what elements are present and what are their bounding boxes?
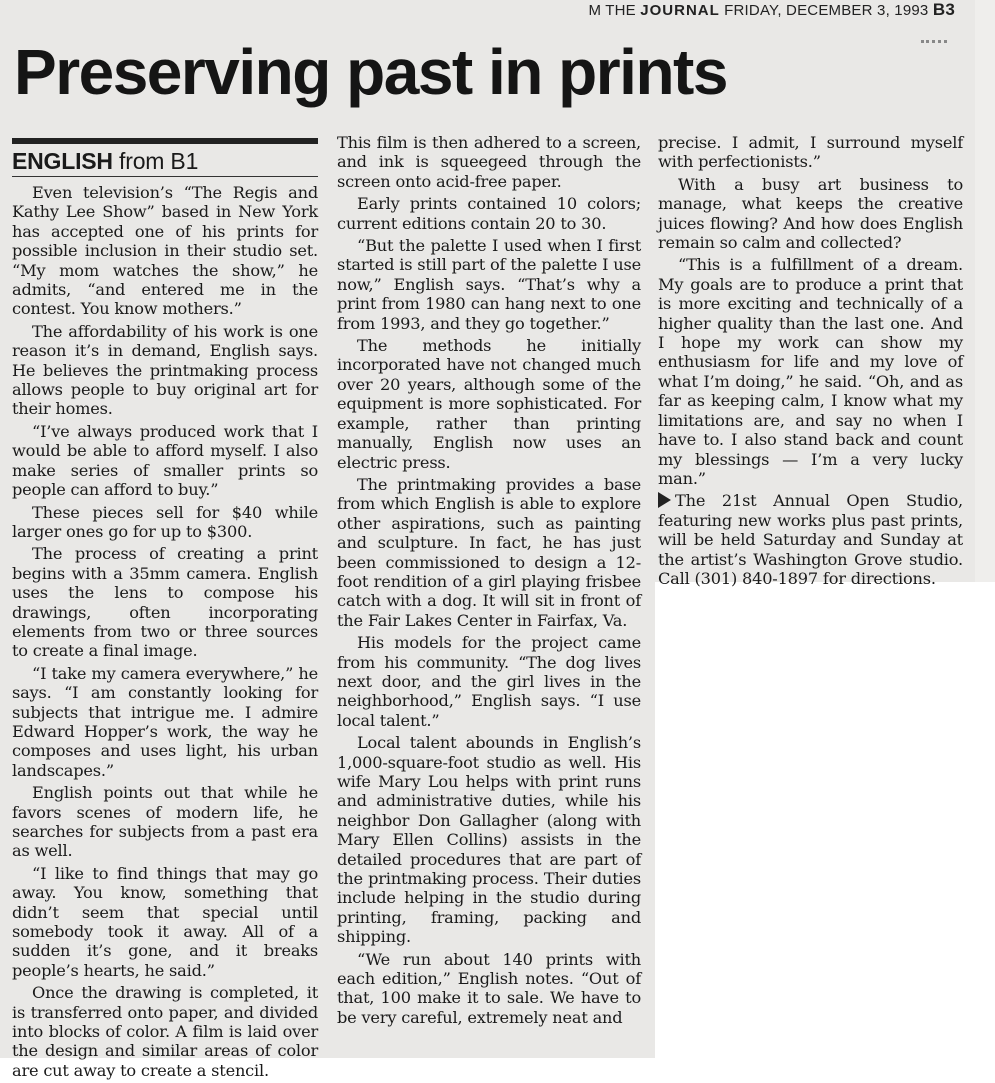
page-folio xyxy=(588,0,955,20)
folio-page: B3 xyxy=(932,0,955,19)
headline: Preserving past in prints xyxy=(14,36,727,108)
event-note xyxy=(658,491,963,588)
printer-mark xyxy=(921,30,947,43)
folio-date: FRIDAY, DECEMBER 3, 1993 xyxy=(724,2,929,19)
paragraph: With a busy art business to manage, what keeps the creative juices flowing? And how does English remain so calm and collected? xyxy=(658,174,963,253)
paragraph: “This is a fulfillment of a dream. My goals are to produce a print that is more exciting and technically of a higher quality than the last one. And I hope my work can show my enthusiasm for life and my love of what I’m doing,” he said. “Oh, and as far as keeping calm, I know what my limitations are, and say no when I have to. I also stand back and count my blessings — I’m a very lucky man.” xyxy=(658,255,963,488)
paragraph: “I’ve always produced work that I would be able to afford myself. I also make series of smaller prints so people can afford to buy.” xyxy=(12,421,318,500)
folio-journal: JOURNAL xyxy=(640,2,720,19)
paragraph: Even television’s “The Regis and Kathy Lee Show” based in New York has accepted one of his prints for possible inclusion in their studio set. “My mom watches the show,” he admits, “and entered me in the contest. You know mothers.” xyxy=(12,183,318,319)
paragraph: Early prints contained 10 colors; current editions contain 20 to 30. xyxy=(337,194,641,233)
paragraph: Once the drawing is completed, it is transferred onto paper, and divided into blocks of color. A film is laid over the design and similar areas of color are cut away to create a stencil. xyxy=(12,983,318,1080)
paragraph: The affordability of his work is one reason it’s in demand, English says. He believes the printmaking process allows people to buy original art for their homes. xyxy=(12,321,318,419)
paragraph: “But the palette I used when I first started is still part of the palette I use now,” English says. “That’s why a print from 1980 can hang next to one from 1993, and they go together.” xyxy=(337,236,641,333)
event-note-text: The 21st Annual Open Studio, featuring new works plus past prints, will be held Saturday and Sunday at the artist’s Washington Grove studio. Call (301) 840-1897 for directions. xyxy=(658,491,963,588)
folio-the: THE xyxy=(605,2,636,19)
jump-rest: from B1 xyxy=(119,148,199,174)
jump-line xyxy=(12,138,318,177)
paragraph: His models for the project came from his community. “The dog lives next door, and the girl lives in the neighborhood,” English says. “I use local talent.” xyxy=(337,633,641,730)
paragraph: “We run about 140 prints with each edition,” English notes. “Out of that, 100 make it to sale. We have to be very careful, extremely neat and xyxy=(337,949,641,1027)
paragraph: “I take my camera everywhere,” he says. “I am constantly looking for subjects that intrigue me. I admire Edward Hopper’s work, the way he composes and uses light, his urban landscapes.” xyxy=(12,663,318,780)
paragraph: These pieces sell for $40 while larger ones go for up to $300. xyxy=(12,502,318,541)
paragraph: The methods he initially incorporated have not changed much over 20 years, although some of the equipment is more sophisticated. For example, rather than printing manually, English now uses an electric press. xyxy=(337,336,641,472)
paragraph: The process of creating a print begins with a 35mm camera. English uses the lens to compose his drawings, often incorporating elements from two or three sources to create a final image. xyxy=(12,544,318,661)
clipping-edge xyxy=(975,0,995,582)
column-1 xyxy=(12,138,318,1083)
column-2 xyxy=(337,133,641,1030)
folio-marker: M xyxy=(588,2,602,19)
paragraph: “I like to find things that may go away. You know, something that didn’t seem that special until somebody took it away. All of a sudden it’s gone, and it breaks people’s hearts, he said.” xyxy=(12,863,318,980)
column-3 xyxy=(658,133,963,591)
jump-word: ENGLISH xyxy=(12,148,113,174)
paragraph-continued: This film is then adhered to a screen, and ink is squeegeed through the screen onto acid-free paper. xyxy=(337,133,641,191)
paragraph: English points out that while he favors scenes of modern life, he searches for subjects from a past era as well. xyxy=(12,783,318,861)
paragraph-continued: precise. I admit, I surround myself with perfectionists.” xyxy=(658,133,963,172)
paragraph: The printmaking provides a base from which English is able to explore other aspirations, such as painting and sculpture. In fact, he has just been commissioned to design a 12-foot rendition of a girl playing frisbee catch with a dog. It will sit in front of the Fair Lakes Center in Fairfax, Va. xyxy=(337,474,641,630)
paragraph: Local talent abounds in English’s 1,000-square-foot studio as well. His wife Mary Lou helps with print runs and administrative duties, while his neighbor Don Gallagher (along with Mary Ellen Collins) assists in the detailed procedures that are part of the printmaking process. Their duties include helping in the studio during printing, framing, packing and shipping. xyxy=(337,733,641,947)
triangle-bullet-icon xyxy=(658,492,671,508)
blank-area xyxy=(655,582,995,1058)
